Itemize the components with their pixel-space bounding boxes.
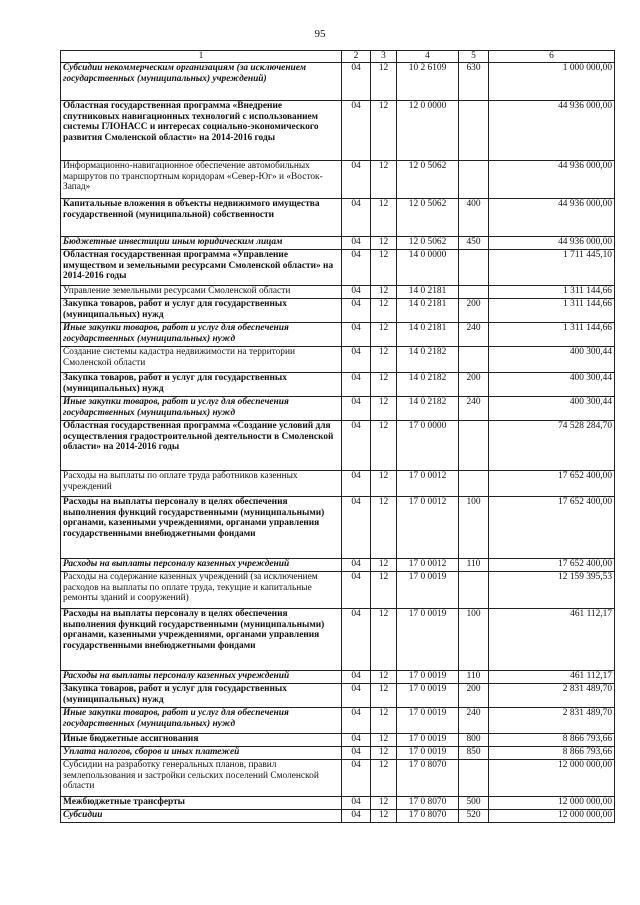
amount-cell: 17 652 400,00 bbox=[489, 497, 615, 559]
amount-cell: 8 866 793,66 bbox=[489, 747, 615, 760]
table-row bbox=[61, 63, 615, 101]
subsection-code-cell: 12 bbox=[371, 747, 397, 760]
amount-cell: 1 311 144,66 bbox=[489, 286, 615, 299]
target-article-cell: 12 0 5062 bbox=[397, 237, 459, 250]
amount-cell: 17 652 400,00 bbox=[489, 471, 615, 497]
budget-table bbox=[60, 50, 615, 823]
amount-cell: 12 000 000,00 bbox=[489, 810, 615, 823]
amount-cell: 17 652 400,00 bbox=[489, 559, 615, 572]
subsection-code-cell: 12 bbox=[371, 323, 397, 347]
expense-type-cell: 240 bbox=[459, 708, 489, 734]
item-name-cell: Расходы на выплаты персоналу казенных учреждений bbox=[61, 671, 342, 684]
subsection-code-cell: 12 bbox=[371, 684, 397, 708]
section-code-cell: 04 bbox=[342, 671, 371, 684]
table-row bbox=[61, 572, 615, 609]
target-article-cell: 17 0 8070 bbox=[397, 760, 459, 797]
amount-cell: 400 300,44 bbox=[489, 397, 615, 421]
item-name-cell: Закупка товаров, работ и услуг для государственных (муниципальных) нужд bbox=[61, 373, 342, 397]
amount-cell: 8 866 793,66 bbox=[489, 734, 615, 747]
item-name-cell: Уплата налогов, сборов и иных платежей bbox=[61, 747, 342, 760]
expense-type-cell: 200 bbox=[459, 684, 489, 708]
section-code-cell: 04 bbox=[342, 299, 371, 323]
item-name-cell: Расходы на выплаты персоналу в целях обеспечения выполнения функций государственными (муниципальными) органами, казенными учреждениями, органами управления государственными внебюджетными фондами bbox=[61, 609, 342, 671]
expense-type-cell bbox=[459, 101, 489, 161]
section-code-cell: 04 bbox=[342, 747, 371, 760]
target-article-cell: 17 0 0019 bbox=[397, 747, 459, 760]
table-row bbox=[61, 161, 615, 199]
subsection-code-cell: 12 bbox=[371, 286, 397, 299]
expense-type-cell bbox=[459, 421, 489, 471]
target-article-cell: 17 0 0019 bbox=[397, 734, 459, 747]
subsection-code-cell: 12 bbox=[371, 199, 397, 237]
subsection-code-cell: 12 bbox=[371, 708, 397, 734]
expense-type-cell bbox=[459, 572, 489, 609]
amount-cell: 1 311 144,66 bbox=[489, 323, 615, 347]
subsection-code-cell: 12 bbox=[371, 63, 397, 101]
section-code-cell: 04 bbox=[342, 734, 371, 747]
item-name-cell: Информационно-навигационное обеспечение автомобильных маршрутов по транспортным коридорам «Север-Юг» и «Восток-Запад» bbox=[61, 161, 342, 199]
subsection-code-cell: 12 bbox=[371, 559, 397, 572]
item-name-cell: Областная государственная программа «Управление имуществом и земельными ресурсами Смоленской области» на 2014-2016 годы bbox=[61, 250, 342, 286]
section-code-cell: 04 bbox=[342, 572, 371, 609]
target-article-cell: 17 0 0012 bbox=[397, 559, 459, 572]
table-row bbox=[61, 559, 615, 572]
expense-type-cell: 630 bbox=[459, 63, 489, 101]
amount-cell: 44 936 000,00 bbox=[489, 237, 615, 250]
target-article-cell: 17 0 8070 bbox=[397, 810, 459, 823]
amount-cell: 12 159 395,53 bbox=[489, 572, 615, 609]
amount-cell: 1 000 000,00 bbox=[489, 63, 615, 101]
amount-cell: 44 936 000,00 bbox=[489, 101, 615, 161]
amount-cell: 400 300,44 bbox=[489, 373, 615, 397]
subsection-code-cell: 12 bbox=[371, 497, 397, 559]
item-name-cell: Иные бюджетные ассигнования bbox=[61, 734, 342, 747]
expense-type-cell bbox=[459, 760, 489, 797]
subsection-code-cell: 12 bbox=[371, 797, 397, 810]
item-name-cell: Закупка товаров, работ и услуг для государственных (муниципальных) нужд bbox=[61, 299, 342, 323]
expense-type-cell bbox=[459, 347, 489, 373]
expense-type-cell: 400 bbox=[459, 199, 489, 237]
section-code-cell: 04 bbox=[342, 286, 371, 299]
item-name-cell: Иные закупки товаров, работ и услуг для обеспечения государственных (муниципальных) нужд bbox=[61, 323, 342, 347]
section-code-cell: 04 bbox=[342, 609, 371, 671]
column-header: 3 bbox=[371, 51, 397, 63]
table-row bbox=[61, 347, 615, 373]
section-code-cell: 04 bbox=[342, 497, 371, 559]
subsection-code-cell: 12 bbox=[371, 572, 397, 609]
expense-type-cell bbox=[459, 250, 489, 286]
table-row bbox=[61, 250, 615, 286]
section-code-cell: 04 bbox=[342, 397, 371, 421]
table-row bbox=[61, 609, 615, 671]
table-row bbox=[61, 797, 615, 810]
table-row bbox=[61, 810, 615, 823]
subsection-code-cell: 12 bbox=[371, 373, 397, 397]
table-body bbox=[61, 63, 615, 823]
section-code-cell: 04 bbox=[342, 347, 371, 373]
amount-cell: 12 000 000,00 bbox=[489, 760, 615, 797]
item-name-cell: Субсидии на разработку генеральных планов, правил землепользования и застройки сельских поселений Смоленской области bbox=[61, 760, 342, 797]
item-name-cell: Субсидии bbox=[61, 810, 342, 823]
target-article-cell: 17 0 0012 bbox=[397, 471, 459, 497]
table-row bbox=[61, 286, 615, 299]
expense-type-cell: 200 bbox=[459, 373, 489, 397]
target-article-cell: 14 0 2182 bbox=[397, 373, 459, 397]
target-article-cell: 14 0 2181 bbox=[397, 323, 459, 347]
expense-type-cell: 110 bbox=[459, 671, 489, 684]
table-row bbox=[61, 397, 615, 421]
item-name-cell: Создание системы кадастра недвижимости на территории Смоленской области bbox=[61, 347, 342, 373]
table-row bbox=[61, 421, 615, 471]
item-name-cell: Иные закупки товаров, работ и услуг для обеспечения государственных (муниципальных) нужд bbox=[61, 397, 342, 421]
target-article-cell: 17 0 0000 bbox=[397, 421, 459, 471]
subsection-code-cell: 12 bbox=[371, 237, 397, 250]
section-code-cell: 04 bbox=[342, 471, 371, 497]
column-header: 2 bbox=[342, 51, 371, 63]
target-article-cell: 10 2 6109 bbox=[397, 63, 459, 101]
target-article-cell: 12 0 0000 bbox=[397, 101, 459, 161]
amount-cell: 44 936 000,00 bbox=[489, 199, 615, 237]
subsection-code-cell: 12 bbox=[371, 161, 397, 199]
table-row bbox=[61, 734, 615, 747]
target-article-cell: 17 0 0019 bbox=[397, 708, 459, 734]
subsection-code-cell: 12 bbox=[371, 299, 397, 323]
item-name-cell: Расходы на выплаты персоналу казенных учреждений bbox=[61, 559, 342, 572]
section-code-cell: 04 bbox=[342, 63, 371, 101]
section-code-cell: 04 bbox=[342, 559, 371, 572]
item-name-cell: Расходы на выплаты по оплате труда работников казенных учреждений bbox=[61, 471, 342, 497]
table-row bbox=[61, 237, 615, 250]
amount-cell: 74 528 284,70 bbox=[489, 421, 615, 471]
amount-cell: 1 311 144,66 bbox=[489, 299, 615, 323]
section-code-cell: 04 bbox=[342, 684, 371, 708]
item-name-cell: Управление земельными ресурсами Смоленской области bbox=[61, 286, 342, 299]
item-name-cell: Расходы на выплаты персоналу в целях обеспечения выполнения функций государственными (муниципальными) органами, казенными учреждениями, органами управления государственными внебюджетными фондами bbox=[61, 497, 342, 559]
expense-type-cell: 450 bbox=[459, 237, 489, 250]
table-row bbox=[61, 323, 615, 347]
subsection-code-cell: 12 bbox=[371, 760, 397, 797]
section-code-cell: 04 bbox=[342, 708, 371, 734]
column-header: 4 bbox=[397, 51, 459, 63]
page-number: 95 bbox=[314, 28, 326, 40]
amount-cell: 2 831 489,70 bbox=[489, 684, 615, 708]
target-article-cell: 12 0 5062 bbox=[397, 199, 459, 237]
section-code-cell: 04 bbox=[342, 237, 371, 250]
amount-cell: 400 300,44 bbox=[489, 347, 615, 373]
section-code-cell: 04 bbox=[342, 421, 371, 471]
column-header: 5 bbox=[459, 51, 489, 63]
table-row bbox=[61, 684, 615, 708]
expense-type-cell: 240 bbox=[459, 323, 489, 347]
target-article-cell: 12 0 5062 bbox=[397, 161, 459, 199]
subsection-code-cell: 12 bbox=[371, 810, 397, 823]
subsection-code-cell: 12 bbox=[371, 101, 397, 161]
expense-type-cell: 240 bbox=[459, 397, 489, 421]
section-code-cell: 04 bbox=[342, 101, 371, 161]
amount-cell: 461 112,17 bbox=[489, 671, 615, 684]
amount-cell: 1 711 445,10 bbox=[489, 250, 615, 286]
item-name-cell: Областная государственная программа «Внедрение спутниковых навигационных технологий с использованием системы ГЛОНАСС и интересах социально-экономического развития Смоленской области» на 2014-2016 годы bbox=[61, 101, 342, 161]
table-row bbox=[61, 199, 615, 237]
expense-type-cell: 800 bbox=[459, 734, 489, 747]
section-code-cell: 04 bbox=[342, 810, 371, 823]
expense-type-cell: 850 bbox=[459, 747, 489, 760]
item-name-cell: Закупка товаров, работ и услуг для государственных (муниципальных) нужд bbox=[61, 684, 342, 708]
table-row bbox=[61, 497, 615, 559]
target-article-cell: 14 0 0000 bbox=[397, 250, 459, 286]
target-article-cell: 17 0 0019 bbox=[397, 572, 459, 609]
amount-cell: 2 831 489,70 bbox=[489, 708, 615, 734]
expense-type-cell: 110 bbox=[459, 559, 489, 572]
section-code-cell: 04 bbox=[342, 323, 371, 347]
subsection-code-cell: 12 bbox=[371, 421, 397, 471]
item-name-cell: Иные закупки товаров, работ и услуг для обеспечения государственных (муниципальных) нужд bbox=[61, 708, 342, 734]
table-row bbox=[61, 708, 615, 734]
target-article-cell: 17 0 0019 bbox=[397, 671, 459, 684]
target-article-cell: 17 0 0019 bbox=[397, 609, 459, 671]
item-name-cell: Областная государственная программа «Создание условий для осуществления градостроительной деятельности в Смоленской области» на 2014-2016 годы bbox=[61, 421, 342, 471]
section-code-cell: 04 bbox=[342, 161, 371, 199]
item-name-cell: Межбюджетные трансферты bbox=[61, 797, 342, 810]
subsection-code-cell: 12 bbox=[371, 397, 397, 421]
section-code-cell: 04 bbox=[342, 373, 371, 397]
expense-type-cell: 100 bbox=[459, 609, 489, 671]
subsection-code-cell: 12 bbox=[371, 347, 397, 373]
table-row bbox=[61, 101, 615, 161]
subsection-code-cell: 12 bbox=[371, 734, 397, 747]
expense-type-cell: 100 bbox=[459, 497, 489, 559]
subsection-code-cell: 12 bbox=[371, 471, 397, 497]
target-article-cell: 17 0 0012 bbox=[397, 497, 459, 559]
table-row bbox=[61, 671, 615, 684]
expense-type-cell: 200 bbox=[459, 299, 489, 323]
item-name-cell: Расходы на содержание казенных учреждений (за исключением расходов на выплаты по оплате труда, текущие и капитальные ремонты зданий и сооружений) bbox=[61, 572, 342, 609]
table-row bbox=[61, 373, 615, 397]
section-code-cell: 04 bbox=[342, 797, 371, 810]
table-row bbox=[61, 299, 615, 323]
subsection-code-cell: 12 bbox=[371, 671, 397, 684]
item-name-cell: Капитальные вложения в объекты недвижимого имущества государственной (муниципальной) собственности bbox=[61, 199, 342, 237]
column-header: 6 bbox=[489, 51, 615, 63]
expense-type-cell bbox=[459, 471, 489, 497]
target-article-cell: 17 0 8070 bbox=[397, 797, 459, 810]
section-code-cell: 04 bbox=[342, 250, 371, 286]
expense-type-cell bbox=[459, 161, 489, 199]
target-article-cell: 14 0 2181 bbox=[397, 286, 459, 299]
amount-cell: 12 000 000,00 bbox=[489, 797, 615, 810]
expense-type-cell: 500 bbox=[459, 797, 489, 810]
subsection-code-cell: 12 bbox=[371, 250, 397, 286]
column-header: 1 bbox=[61, 51, 342, 63]
expense-type-cell bbox=[459, 286, 489, 299]
expense-type-cell: 520 bbox=[459, 810, 489, 823]
target-article-cell: 14 0 2181 bbox=[397, 299, 459, 323]
subsection-code-cell: 12 bbox=[371, 609, 397, 671]
table-row bbox=[61, 760, 615, 797]
table-row bbox=[61, 471, 615, 497]
target-article-cell: 14 0 2182 bbox=[397, 347, 459, 373]
table-header-row bbox=[61, 51, 615, 63]
section-code-cell: 04 bbox=[342, 760, 371, 797]
item-name-cell: Бюджетные инвестиции иным юридическим лицам bbox=[61, 237, 342, 250]
target-article-cell: 17 0 0019 bbox=[397, 684, 459, 708]
item-name-cell: Субсидии некоммерческим организациям (за исключением государственных (муниципальных) учреждений) bbox=[61, 63, 342, 101]
table-row bbox=[61, 747, 615, 760]
amount-cell: 44 936 000,00 bbox=[489, 161, 615, 199]
target-article-cell: 14 0 2182 bbox=[397, 397, 459, 421]
section-code-cell: 04 bbox=[342, 199, 371, 237]
amount-cell: 461 112,17 bbox=[489, 609, 615, 671]
